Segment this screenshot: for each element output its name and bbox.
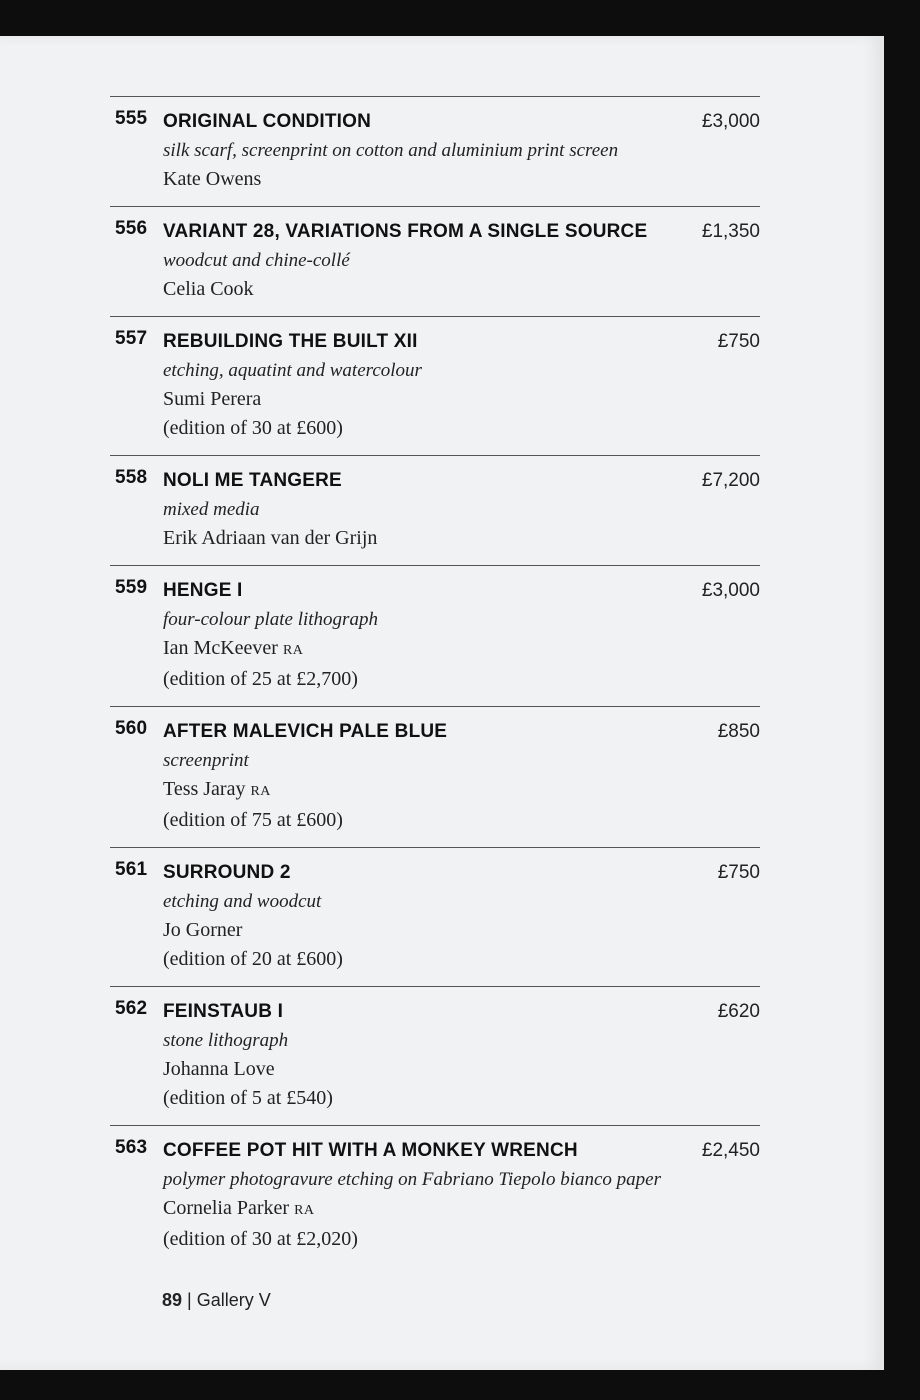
artwork-price: £3,000 [701,111,760,132]
artwork-price: £2,450 [701,1140,760,1161]
artwork-title: VARIANT 28, VARIATIONS FROM A SINGLE SOURCE [163,221,648,242]
ra-suffix: RA [250,784,271,799]
artist-name: Tess Jaray [163,778,246,800]
artist-line [163,385,660,414]
artist-line [163,524,660,553]
artist-name: Kate Owens [163,168,262,190]
catalogue-entries [110,96,760,1266]
artist-line [163,916,660,945]
edition-info: (edition of 30 at £600) [163,417,343,439]
catalogue-entry [110,96,760,206]
catalogue-entry [110,206,760,316]
lot-number: 558 [115,467,148,488]
artist-line [163,1055,660,1084]
artist-name: Jo Gorner [163,919,243,941]
artwork-medium: stone lithograph [163,1030,289,1051]
artwork-medium: woodcut and chine-collé [163,250,350,271]
artist-name: Erik Adriaan van der Grijn [163,527,378,549]
artwork-medium: etching and woodcut [163,891,322,912]
lot-number: 555 [115,108,148,129]
artwork-price: £750 [717,331,760,352]
edition-info: (edition of 75 at £600) [163,809,343,831]
catalogue-entry [110,847,760,986]
artwork-title: COFFEE POT HIT WITH A MONKEY WRENCH [163,1140,578,1161]
artwork-medium: four-colour plate lithograph [163,609,378,630]
artwork-price: £750 [717,862,760,883]
catalogue-entry [110,986,760,1125]
artist-name: Ian McKeever [163,637,278,659]
catalogue-entry [110,1125,760,1266]
catalogue-page [0,36,884,1370]
lot-number: 562 [115,998,148,1019]
artwork-medium: screenprint [163,750,249,771]
artist-name: Celia Cook [163,278,254,300]
artist-name: Sumi Perera [163,388,262,410]
lot-number: 559 [115,577,148,598]
page-number: 89 [162,1290,183,1310]
lot-number: 561 [115,859,148,880]
edition-info: (edition of 20 at £600) [163,948,343,970]
page-footer [162,1290,271,1311]
artist-line [163,165,660,194]
artwork-medium: mixed media [163,499,260,520]
artwork-title: ORIGINAL CONDITION [163,111,372,132]
lot-number: 560 [115,718,148,739]
artwork-title: AFTER MALEVICH PALE BLUE [163,721,448,742]
footer-separator: | [187,1290,192,1310]
edition-info: (edition of 30 at £2,020) [163,1228,358,1250]
artwork-medium: polymer photogravure etching on Fabriano Tiepolo bianco paper [163,1169,661,1190]
artwork-price: £7,200 [701,470,760,491]
artwork-price: £850 [717,721,760,742]
artist-line [163,634,660,665]
edition-info: (edition of 25 at £2,700) [163,668,358,690]
artist-name: Cornelia Parker [163,1197,290,1219]
section-name: Gallery V [196,1290,271,1310]
artwork-title: SURROUND 2 [163,862,291,883]
artwork-price: £620 [717,1001,760,1022]
artwork-title: HENGE I [163,580,243,601]
artist-line [163,275,660,304]
catalogue-entry [110,706,760,847]
lot-number: 557 [115,328,148,349]
lot-number: 563 [115,1137,148,1158]
ra-suffix: RA [282,643,304,658]
catalogue-entry [110,455,760,565]
artwork-title: NOLI ME TANGERE [163,470,342,491]
artwork-price: £1,350 [701,221,760,242]
artist-line [163,1194,660,1225]
edition-info: (edition of 5 at £540) [163,1087,333,1109]
artwork-title: FEINSTAUB I [163,1001,284,1022]
artwork-medium: silk scarf, screenprint on cotton and aluminium print screen [163,140,619,161]
catalogue-entry [110,565,760,706]
artwork-medium: etching, aquatint and watercolour [163,360,422,381]
artist-line [163,775,660,806]
artwork-title: REBUILDING THE BUILT XII [163,331,418,352]
lot-number: 556 [115,218,148,239]
artist-name: Johanna Love [163,1058,275,1080]
artwork-price: £3,000 [701,580,760,601]
ra-suffix: RA [294,1203,315,1218]
catalogue-entry [110,316,760,455]
